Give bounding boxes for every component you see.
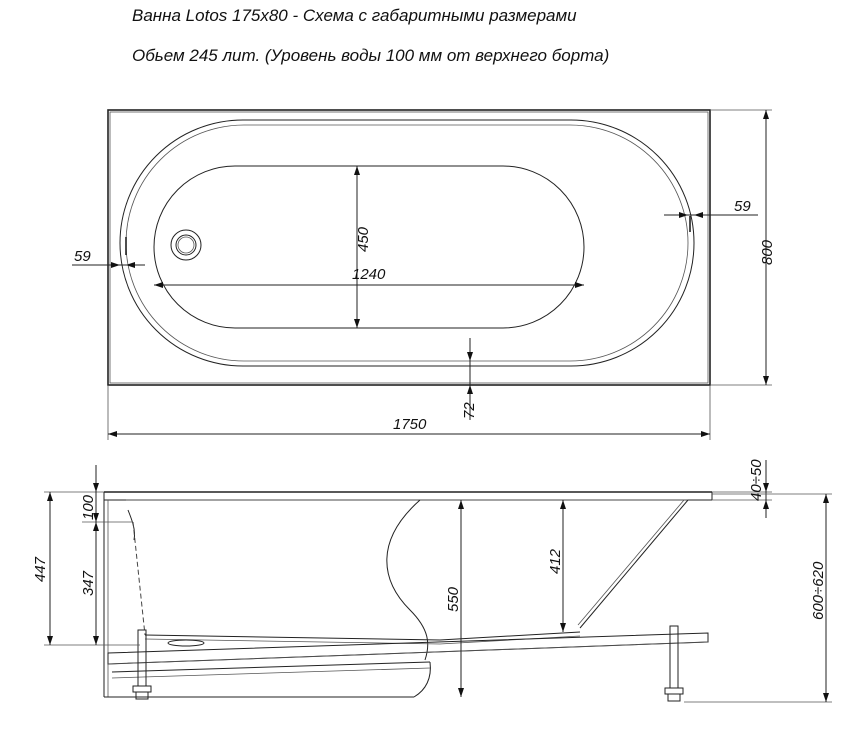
drawing-subtitle: Обьем 245 лит. (Уровень воды 100 мм от верхнего борта) — [132, 46, 610, 65]
tub-outer-rim — [108, 110, 710, 385]
dim-450: 450 — [355, 226, 372, 252]
drain-icon — [171, 230, 201, 260]
dim-447: 447 — [32, 556, 49, 582]
side-view — [32, 459, 832, 702]
drawing-title: Ванна Lotos 175x80 - Схема с габаритными размерами — [132, 6, 577, 25]
drain-outlet-icon — [168, 640, 204, 646]
dim-347: 347 — [80, 570, 97, 596]
dim-100: 100 — [80, 494, 97, 520]
tub-inner-contour — [120, 120, 694, 366]
wave-curve — [387, 500, 428, 660]
dim-1750: 1750 — [393, 416, 427, 433]
dim-800: 800 — [759, 239, 776, 265]
dim-59-left: 59 — [74, 248, 91, 265]
dim-550: 550 — [445, 586, 462, 612]
dim-40-50: 40÷50 — [748, 459, 765, 501]
dim-600-620: 600÷620 — [810, 561, 827, 620]
leg-left — [133, 630, 151, 699]
dim-59-right: 59 — [734, 198, 751, 215]
leg-right — [665, 626, 683, 701]
top-view — [72, 110, 776, 440]
dim-1240: 1240 — [352, 266, 386, 283]
dim-72: 72 — [461, 402, 478, 419]
dim-412: 412 — [547, 548, 564, 574]
